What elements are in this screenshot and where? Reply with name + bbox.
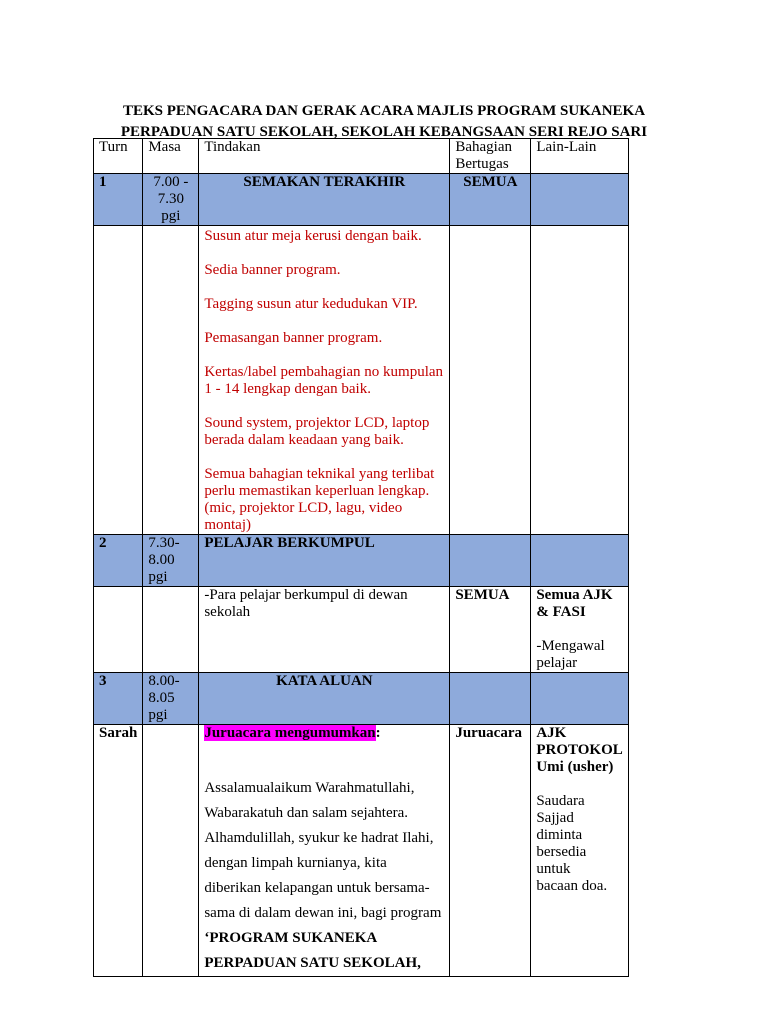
- script-line-7: ‘PROGRAM SUKANEKA: [204, 930, 378, 946]
- row2-detail-lain-line-3: -Mengawal: [536, 638, 605, 654]
- checklist-item-1: Susun atur meja kerusi dengan baik.: [204, 228, 422, 244]
- row2-masa-line-1: 7.30-: [148, 535, 180, 551]
- checklist-item-5-line-1: Kertas/label pembahagian no kumpulan: [204, 364, 444, 380]
- header-bahagian-line-2: Bertugas: [455, 156, 509, 172]
- row3-masa-line-2: 8.05 pgi: [148, 690, 175, 723]
- document-title: [0, 101, 768, 143]
- checklist-item-6-line-1: Sound system, projektor LCD, laptop: [204, 415, 430, 431]
- row2-detail-tindakan-line-2: sekolah: [204, 604, 251, 620]
- checklist-item-6-line-2: berada dalam keadaan yang baik.: [204, 432, 404, 448]
- row2-masa: [143, 535, 199, 587]
- row3-detail-lain-line-1: AJK: [536, 725, 567, 741]
- row1-tindakan: SEMAKAN TERAKHIR: [199, 174, 450, 226]
- announcement-heading-colon: :: [375, 725, 381, 741]
- script-line-6: sama di dalam dewan ini, bagi program: [204, 905, 442, 921]
- row3-masa-line-1: 8.00-: [148, 673, 180, 689]
- row2-detail-tindakan: [199, 587, 450, 673]
- announcement-script: [204, 776, 444, 976]
- script-line-4: dengan limpah kurnianya, kita: [204, 855, 387, 871]
- header-tindakan: Tindakan: [199, 139, 450, 174]
- row3-detail-lain: [531, 725, 628, 977]
- row3-detail-row: [94, 725, 629, 977]
- checklist-turn: [94, 226, 143, 535]
- row1-lain: [531, 174, 628, 226]
- row3-detail-lain-line-6: bersedia untuk: [536, 844, 587, 877]
- row3-detail-lain-line-5: Sajjad diminta: [536, 810, 583, 843]
- section-row-3: [94, 673, 629, 725]
- checklist-cell: [199, 226, 450, 535]
- row1-bahagian: SEMUA: [450, 174, 531, 226]
- row3-detail-lain-line-2: PROTOKOL: [536, 742, 623, 758]
- header-turn: Turn: [94, 139, 143, 174]
- checklist-item-4: Pemasangan banner program.: [204, 330, 383, 346]
- checklist-masa: [143, 226, 199, 535]
- row2-detail-bahagian: SEMUA: [450, 587, 531, 673]
- row2-masa-line-2: 8.00 pgi: [148, 552, 175, 585]
- checklist-item-3: Tagging susun atur kedudukan VIP.: [204, 296, 418, 312]
- script-line-8: PERPADUAN SATU SEKOLAH,: [204, 955, 421, 971]
- row3-detail-tindakan: [199, 725, 450, 977]
- script-line-3: Alhamdulillah, syukur ke hadrat Ilahi,: [204, 830, 434, 846]
- row2-detail-lain-line-1: Semua AJK: [536, 587, 613, 603]
- row2-detail-row: [94, 587, 629, 673]
- row2-bahagian: [450, 535, 531, 587]
- table-header-row: [94, 139, 629, 174]
- row2-detail-lain-line-4: pelajar: [536, 655, 578, 671]
- row3-detail-bahagian: Juruacara: [450, 725, 531, 977]
- row3-bahagian: [450, 673, 531, 725]
- row1-turn: 1: [94, 174, 143, 226]
- row2-detail-lain-line-2: & FASI: [536, 604, 586, 620]
- row3-turn: 3: [94, 673, 143, 725]
- row2-detail-masa: [143, 587, 199, 673]
- announcement-heading-text: Juruacara mengumumkan: [204, 725, 376, 741]
- announcement-heading: [204, 725, 444, 742]
- row2-turn: 2: [94, 535, 143, 587]
- row3-detail-turn: Sarah: [94, 725, 143, 977]
- script-line-1: Assalamualaikum Warahmatullahi,: [204, 780, 415, 796]
- checklist-item-7-line-3: (mic, projektor LCD, lagu, video: [204, 500, 403, 516]
- row2-detail-lain: [531, 587, 628, 673]
- checklist-item-2: Sedia banner program.: [204, 262, 341, 278]
- program-table: [93, 138, 629, 977]
- row2-tindakan: PELAJAR BERKUMPUL: [199, 535, 450, 587]
- header-lain: Lain-Lain: [531, 139, 628, 174]
- row1-masa-line-2: 7.30 pgi: [157, 191, 184, 224]
- checklist-row: [94, 226, 629, 535]
- checklist-lain: [531, 226, 628, 535]
- header-bahagian: [450, 139, 531, 174]
- row2-detail-tindakan-line-1: -Para pelajar berkumpul di dewan: [204, 587, 408, 603]
- section-row-1: [94, 174, 629, 226]
- section-row-2: [94, 535, 629, 587]
- row2-lain: [531, 535, 628, 587]
- row1-masa: [143, 174, 199, 226]
- row3-detail-lain-line-4: Saudara: [536, 793, 585, 809]
- row1-masa-line-1: 7.00 -: [153, 174, 189, 190]
- row3-detail-masa: [143, 725, 199, 977]
- checklist-item-7-line-1: Semua bahagian teknikal yang terlibat: [204, 466, 435, 482]
- header-masa: Masa: [143, 139, 199, 174]
- row3-masa: [143, 673, 199, 725]
- checklist-item-5-line-2: 1 - 14 lengkap dengan baik.: [204, 381, 371, 397]
- checklist-item-7-line-2: perlu memastikan keperluan lengkap.: [204, 483, 430, 499]
- row3-detail-lain-line-3: Umi (usher): [536, 759, 614, 775]
- script-line-5: diberikan kelapangan untuk bersama-: [204, 880, 430, 896]
- checklist-bahagian: [450, 226, 531, 535]
- title-line-2: PERPADUAN SATU SEKOLAH, SEKOLAH KEBANGSAAN SERI REJO SARI: [120, 124, 648, 140]
- title-line-1: TEKS PENGACARA DAN GERAK ACARA MAJLIS PROGRAM SUKANEKA: [122, 103, 646, 119]
- script-line-2: Wabarakatuh dan salam sejahtera.: [204, 805, 409, 821]
- row3-tindakan: KATA ALUAN: [199, 673, 450, 725]
- row3-lain: [531, 673, 628, 725]
- row3-detail-lain-line-7: bacaan doa.: [536, 878, 608, 894]
- header-bahagian-line-1: Bahagian: [455, 139, 512, 155]
- checklist-item-7-line-4: montaj): [204, 517, 251, 533]
- row2-detail-turn: [94, 587, 143, 673]
